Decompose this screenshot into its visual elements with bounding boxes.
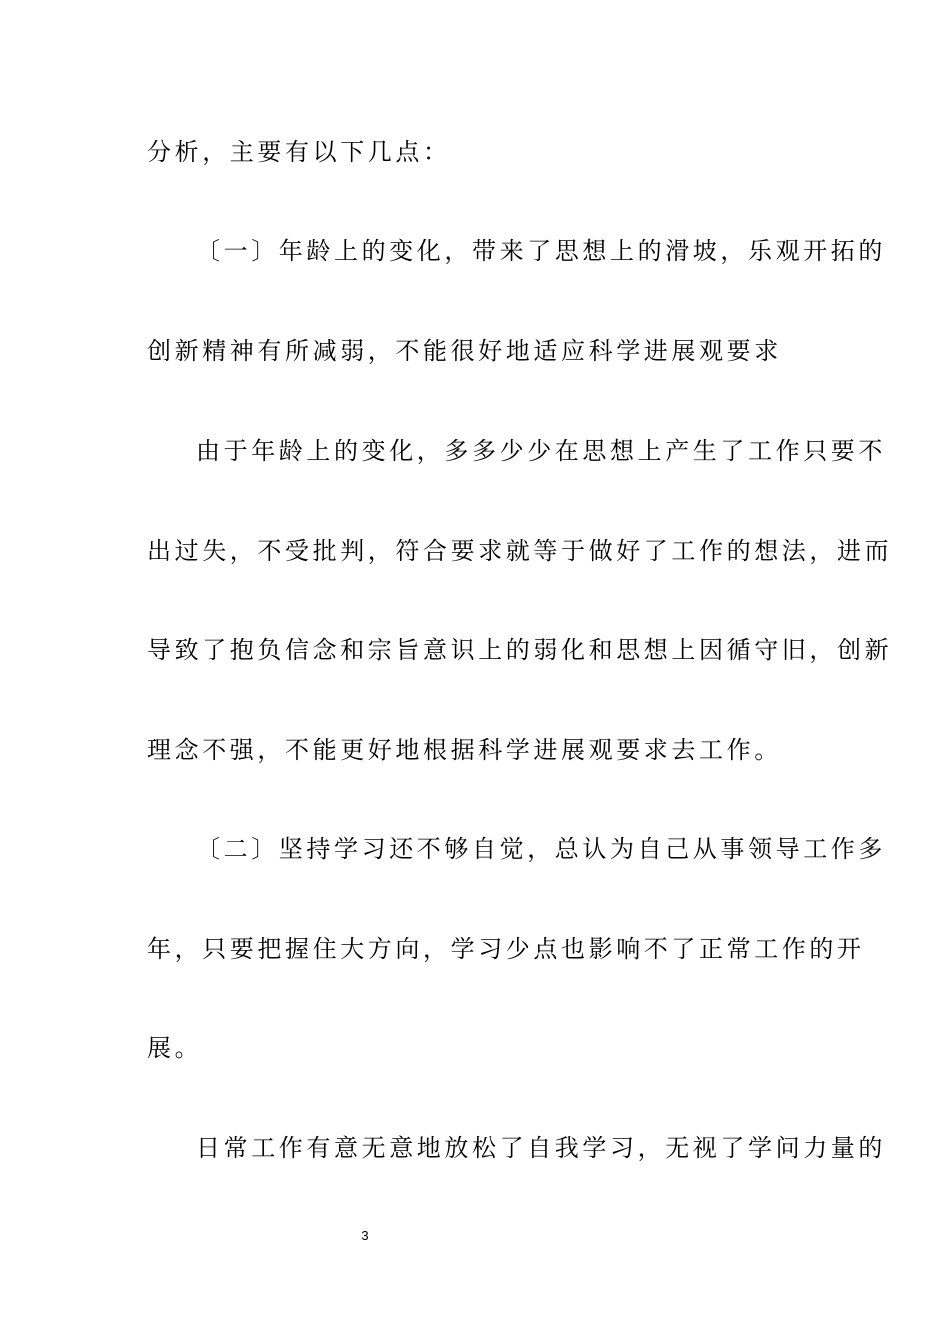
text-line-4: 由于年龄上的变化，多多少少在思想上产生了工作只要不 [196, 437, 886, 465]
text-line-8: 〔二〕坚持学习还不够自觉，总认为自己从事领导工作多 [196, 835, 886, 863]
text-line-2: 〔一〕年龄上的变化，带来了思想上的滑坡，乐观开拓的 [196, 237, 886, 265]
text-line-10: 展。 [147, 1034, 203, 1062]
text-line-5: 出过失，不受批判，符合要求就等于做好了工作的想法，进而 [147, 537, 893, 565]
text-line-3: 创新精神有所减弱，不能很好地适应科学进展观要求 [147, 337, 782, 365]
page-number: 3 [361, 1228, 369, 1243]
text-line-11: 日常工作有意无意地放松了自我学习，无视了学问力量的 [196, 1134, 886, 1162]
text-line-6: 导致了抱负信念和宗旨意识上的弱化和思想上因循守旧，创新 [147, 636, 893, 664]
text-line-1: 分析，主要有以下几点： [147, 138, 451, 166]
text-line-7: 理念不强，不能更好地根据科学进展观要求去工作。 [147, 736, 782, 764]
text-line-9: 年，只要把握住大方向，学习少点也影响不了正常工作的开 [147, 935, 865, 963]
